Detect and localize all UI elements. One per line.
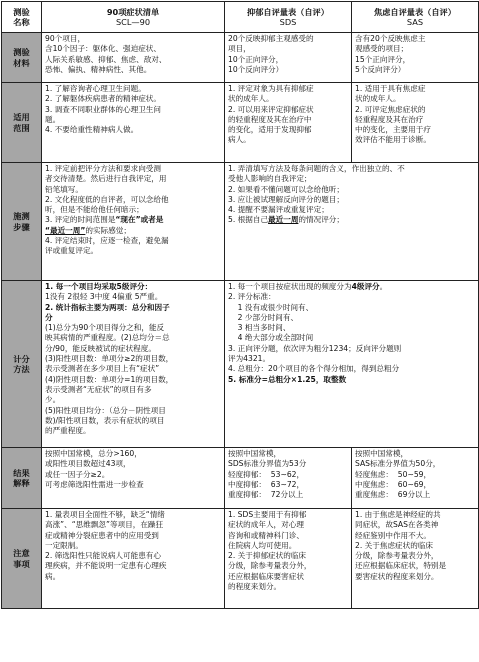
cell-line [45, 292, 221, 302]
cell-line: SAS标准分界值为50分， [355, 459, 441, 469]
row-label [2, 33, 42, 83]
cell-line [45, 303, 221, 313]
cell-line: 4. 不要给重性精神病人做。 [45, 125, 139, 135]
cell-line: 的变化，适用于发现抑郁 [228, 125, 312, 135]
cell-line [228, 344, 475, 354]
cell-line [45, 364, 221, 374]
cell-text: 数)/阳性项目数，表示有症状的项目 [45, 415, 165, 425]
cell-line: 人际关系敏感、抑郁、焦虑、敌对、 [45, 54, 167, 64]
cell-line: 的轻重程度及其在治疗中 [228, 114, 312, 124]
cell-line: 10个正向评分， [228, 54, 284, 64]
cell-line: 重度抑郁： 72分以上 [228, 490, 304, 500]
cell-line: 按照中国常模，总分>160， [45, 449, 142, 458]
cell-line: 1. 适用于具有焦虑症 [355, 84, 426, 93]
cell-line: 或阳性项目数超过43项， [45, 459, 131, 469]
cell-line: 恐怖、偏执、精神病性、其他。 [45, 64, 152, 74]
cell-line: 状的成年人。 [355, 94, 401, 104]
row-label [2, 448, 42, 509]
cell-line: 2. 可以用来评定抑郁症状 [228, 104, 314, 114]
cell-line [45, 395, 221, 405]
cell-text: 4. 评定结束时，应逐一检查，避免漏 [45, 236, 169, 246]
cell-line [45, 215, 221, 225]
cell-line: 或任一因子分≥2。 [45, 469, 110, 479]
cell-line: 高涨”、“思维飘忽”等项目，在躁狂 [45, 520, 164, 530]
cell-line [45, 313, 221, 323]
cell-line: 2. 可评定焦虑症状的 [355, 104, 426, 114]
cell-text: 听，但是不能给他任何暗示； [45, 205, 144, 215]
cell-line [228, 354, 475, 364]
cell-text: 表示受测者“无症状”的项目有多 [45, 384, 152, 394]
emphasis-text: 最近一周 [268, 215, 299, 225]
cell-line: 含有20个反映焦虑主 [355, 34, 426, 43]
cell-line: 还应根据临床要害症状 [228, 571, 304, 581]
cell-text: (5)阳性项目均分：（总分－阴性项目 [45, 405, 166, 415]
cell-line [228, 292, 475, 302]
cell-line: 15个正向评分， [355, 54, 411, 64]
cell-line: 中度焦虑： 60~69， [355, 479, 432, 489]
scoring-sds-sas-cell [225, 281, 479, 448]
scope-scl90-cell [42, 83, 225, 163]
header-sds [225, 2, 352, 33]
cell-line: 20个反映抑郁主观感受的 [228, 34, 314, 43]
cell-line [45, 416, 221, 426]
cell-line: 观感受的项目； [355, 44, 409, 54]
cell-text: 评为4321。 [228, 354, 271, 364]
cell-line: 状的成年人。 [228, 94, 274, 104]
cell-line [228, 205, 475, 215]
cell-line: 住院病人均可使用。 [228, 540, 297, 550]
cell-line [228, 333, 475, 343]
steps-scl90-cell [42, 163, 225, 281]
cell-line: 的程度来划分。 [228, 582, 282, 592]
header-sds-title: 抑郁自评量表（自评） [247, 6, 329, 17]
cell-line: 病人。 [228, 135, 251, 145]
cell-line [228, 323, 475, 333]
cell-line: 2. 关于抑郁症状的临床 [228, 551, 307, 561]
result-scl90-cell [42, 448, 225, 509]
header-scl90-abbr: SCL—90 [115, 17, 151, 27]
material-sds-cell [225, 33, 352, 83]
cell-text: 3 相当多时间、 [228, 323, 291, 333]
cell-line [45, 226, 221, 236]
header-scl90 [42, 2, 225, 33]
row-label [2, 163, 42, 281]
cell-text: 3. 应让被试理解反向评分的题目； [228, 194, 344, 204]
steps-sds-sas-cell [225, 163, 479, 281]
cell-line: 分级，除参考量表分外， [228, 561, 312, 571]
cell-line: 按照中国常模， [228, 449, 282, 458]
cell-text: 者交待清楚。然后进行自我评定，用 [45, 174, 167, 184]
material-sas-cell [352, 33, 479, 83]
row-label [2, 509, 42, 609]
cell-text: 1 没有或很少时间有、 [228, 302, 314, 312]
cell-line: 中的变化，主要用于疗 [355, 125, 431, 135]
material-scl90-cell [42, 33, 225, 83]
cell-line [45, 246, 221, 256]
cell-text: 4. 提醒不要漏评或重复评定； [228, 205, 329, 215]
cell-line: 可考虑筛选阳性需进一步检查 [45, 479, 144, 489]
cell-line [228, 164, 475, 174]
emphasis-text: 4级评分 [351, 282, 380, 291]
header-row [2, 2, 479, 33]
cell-text: 受他人影响的自我评定； [228, 174, 312, 184]
cell-line: 理疾病，并不能说明一定患有心理疾 [45, 561, 167, 571]
row-scope [2, 83, 479, 163]
cell-text: 3. 正向评分题，依次评为粗分1234；反向评分题则 [228, 343, 402, 353]
row-steps [2, 163, 479, 281]
notes-sds-cell [225, 509, 352, 609]
cell-text: 1. 弄清填写方法及每条问题的含义，作出独立的、不 [228, 164, 405, 173]
header-scl90-title: 90项症状清单 [106, 6, 160, 17]
notes-scl90-cell [42, 509, 225, 609]
cell-line [228, 174, 475, 184]
cell-text: 的实际感觉； [85, 225, 131, 235]
scale-comparison-sheet [1, 1, 478, 660]
cell-line [45, 282, 221, 292]
cell-line: 还应根据临床症状，特别是 [355, 561, 447, 571]
cell-text: 铅笔填写。 [45, 184, 83, 194]
scope-sds-cell [225, 83, 352, 163]
emphasis-text: 分 [45, 312, 53, 322]
cell-line: 步骤 [13, 221, 30, 232]
cell-text: 3. 评定的时间范围是 [45, 215, 116, 225]
cell-line [45, 323, 221, 333]
cell-line: 适用 [13, 112, 30, 122]
header-test-name-line: 名称 [13, 17, 30, 27]
result-sds-cell [225, 448, 352, 509]
cell-line: 题。 [45, 114, 61, 124]
cell-line: 事项 [13, 558, 30, 569]
emphasis-text: 1. 每一个项目均采取5级评分： [45, 282, 153, 291]
row-material [2, 33, 479, 83]
cell-line [45, 375, 221, 385]
cell-text: (1)总分为90个项目得分之和，能反 [45, 323, 165, 333]
cell-line [45, 195, 221, 205]
cell-line [45, 344, 221, 354]
cell-line: 1. 评定对象为具有抑郁症 [228, 84, 314, 93]
row-label [2, 83, 42, 163]
cell-line [45, 164, 221, 174]
cell-line: 轻度焦虑： 50~59， [355, 469, 432, 479]
cell-line: 症状的成年人，对心理 [228, 520, 304, 530]
cell-line: 1. 由于焦虑是神经症的共 [355, 510, 441, 519]
cell-line [45, 426, 221, 436]
cell-text: 少。 [45, 395, 61, 405]
cell-line [45, 174, 221, 184]
cell-line: 要害症状的程度来划分。 [355, 571, 439, 581]
cell-text: 分/90，能反映被试的症状程度。 [45, 343, 156, 353]
cell-text: 2. 如果看不懂问题可以念给他听； [228, 184, 344, 194]
cell-line [228, 313, 475, 323]
cell-line: 同症状，故SAS在各类神 [355, 520, 439, 530]
cell-line [45, 236, 221, 246]
cell-line [228, 282, 475, 292]
cell-text: 评或重复评定。 [45, 246, 99, 256]
cell-line: 3. 调查不同职业群体的心理卫生问 [45, 104, 161, 114]
cell-line: 90个项目， [45, 34, 86, 43]
cell-line: 轻重程度及其在治疗 [355, 114, 424, 124]
cell-line: 一定限制。 [45, 540, 83, 550]
cell-line: 重度焦虑： 69分以上 [355, 490, 431, 500]
cell-line: 结果 [13, 467, 30, 478]
cell-line: 测验 [13, 47, 30, 57]
notes-sas-cell [352, 509, 479, 609]
cell-line [228, 375, 475, 385]
emphasis-text: 2. 统计指标主要为两项：总分和因子 [45, 302, 170, 312]
cell-line: 2. 筛选阳性只能说病人可能患有心 [45, 551, 161, 561]
cell-line: 病。 [45, 571, 61, 581]
row-notes [2, 509, 479, 609]
cell-line: 方法 [13, 364, 30, 374]
cell-line: 中度抑郁： 63~72， [228, 479, 305, 489]
row-label [2, 281, 42, 448]
cell-line: 1. SDS主要用于有抑郁 [228, 510, 307, 519]
cell-line [228, 364, 475, 374]
header-sds-abbr: SDS [279, 17, 297, 27]
scoring-scl90-cell [42, 281, 225, 448]
cell-line: 注意 [13, 548, 30, 558]
scale-comparison-table [1, 1, 479, 609]
cell-line [45, 205, 221, 215]
emphasis-text: 5. 标准分=总粗分×1.25，取整数 [228, 374, 347, 384]
emphasis-text: “现在”或者是 [115, 215, 164, 225]
cell-text: 2 少部分时间有、 [228, 312, 299, 322]
cell-text: 2. 评分标准： [228, 292, 276, 302]
cell-line: 经症鉴别中作用不大。 [355, 530, 431, 540]
cell-line [228, 215, 475, 225]
header-sas-abbr: SAS [406, 17, 424, 27]
cell-text: 的严重程度。 [45, 426, 91, 436]
cell-line [45, 354, 221, 364]
header-sas [352, 2, 479, 33]
cell-line: 2. 关于焦虑症状的临床 [355, 540, 434, 550]
result-sas-cell [352, 448, 479, 509]
cell-line [45, 185, 221, 195]
cell-line: 1. 了解咨询者心理卫生问题。 [45, 84, 146, 93]
emphasis-text: “最近一周” [45, 225, 86, 235]
cell-text: 1没有 2很轻 3中度 4偏重 5严重。 [45, 292, 163, 302]
cell-line: 解释 [13, 478, 30, 488]
cell-line: 计分 [13, 353, 30, 364]
cell-line: 5个反向评分） [355, 64, 406, 74]
cell-line: 10个反向评分） [228, 64, 284, 74]
cell-line: 1. 量表项目全面性不够，缺乏“情绪 [45, 510, 165, 519]
cell-line: SDS标准分界值为53分 [228, 459, 307, 469]
cell-line: 范围 [13, 122, 30, 133]
cell-text: 4 绝大部分或全部时间 [228, 333, 314, 343]
header-test-name [2, 2, 42, 33]
cell-line [45, 406, 221, 416]
cell-line [228, 185, 475, 195]
cell-text: 2. 文化程度低的自评者，可以念给他 [45, 194, 169, 204]
cell-line: 咨询和或精神科门诊、 [228, 530, 304, 540]
cell-line [228, 303, 475, 313]
cell-text: 表示受测者在多少项目上有“症状” [45, 364, 160, 374]
cell-text: (4)阴性项目数：单项分=1的项目数， [45, 374, 174, 384]
cell-line: 含10个因子：躯体化、强迫症状、 [45, 44, 161, 54]
cell-line [45, 385, 221, 395]
cell-text: 映其病情的严重程度。(2)总均分＝总 [45, 333, 170, 343]
scope-sas-cell [352, 83, 479, 163]
cell-line: 施测 [13, 211, 30, 221]
cell-text: (3)阳性项目数：单项分≥2的项目数， [45, 354, 174, 364]
cell-line: 轻度抑郁： 53~62， [228, 469, 305, 479]
cell-text: 5. 根据自己 [228, 215, 269, 225]
cell-text: 的情况评分； [298, 215, 344, 225]
cell-text: 4. 总粗分：20个项目的各个得分相加，得到总粗分 [228, 364, 400, 374]
cell-line: 症或精神分裂症患者中的应用受到 [45, 530, 159, 540]
header-test-name-line: 测验 [13, 6, 30, 17]
cell-line [228, 195, 475, 205]
row-scoring [2, 281, 479, 448]
cell-line: 按照中国常模， [355, 449, 409, 458]
row-result [2, 448, 479, 509]
cell-line: 材料 [13, 57, 30, 68]
cell-text: 。 [379, 282, 388, 291]
cell-text: 1. 评定前把评分方法和要求向受测 [45, 164, 161, 173]
cell-text: 1. 每一个项目按症状出现的频度分为 [228, 282, 352, 291]
cell-line: 效评估不能用于诊断。 [355, 135, 431, 145]
header-sas-title: 焦虑自评量表（自评） [374, 6, 456, 17]
cell-line: 项目， [228, 44, 251, 54]
cell-line: 2. 了解躯体疾病患者的精神症状。 [45, 94, 161, 104]
cell-line: 分级，除参考量表分外， [355, 551, 439, 561]
cell-line [45, 333, 221, 343]
